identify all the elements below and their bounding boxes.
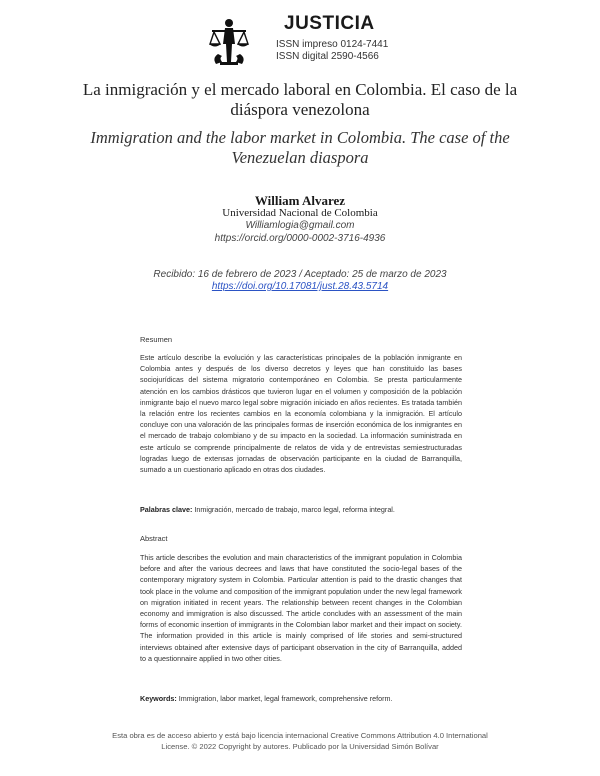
palabras-clave [140, 505, 470, 514]
keywords [140, 694, 470, 703]
abstract-text: This article describes the evolution and main characteristics of the immigrant population in Colombia before and after the various decrees and laws that have constituted the socio-legal bases of the contemporary migratory system in Colombia. Particular attention is paid to the drastic changes that took place in the volume and composition of the immigrant population under the new legal framework on migration initiated in recent years. The relationship between recent changes in the Colombian economy and immigration is also discussed. The article concludes with an assessment of the main forms of economic insertion of immigrants in the Colombian labor market and their impact on society. The information provided in this article is mainly comprised of life stories and semi-structured interviews obtained after extensive days of participant observation in the city of Barranquilla, added to a questionnaire applied in two other cities. [140, 553, 462, 663]
keywords-label: Keywords: [140, 694, 177, 703]
author-email[interactable]: Williamlogia@gmail.com [245, 220, 355, 231]
resumen-text: Este artículo describe la evolución y las características principales de la población inmigrante en Colombia antes y después de los diverso decretos y leyes que han constituido las bases sociojurídicas del sistema migratorio contemporáneo en Colombia. Se presta particularmente atención en los cambios drásticos que tuvieron lugar en el volumen y composición de la población inmigrante bajo el nuevo marco legal sobre migración iniciado en años recientes. Es tratada también la relación entre los recientes cambios en la economía colombiana y la inmigración. El artículo concluye con una valoración de las principales formas de inserción económica de los inmigrantes en el mercado de trabajo colombiano y de su impacto en la sociedad. La información suministrada en este artículo se comprende principalmente de relatos de vida y de entrevistas semiestructuradas logradas luego de extensas jornadas de observación participante en la ciudad de Barranquilla, sumado a un cuestionario aplicado en otras dos ciudades. [140, 353, 462, 475]
journal-name: JUSTICIA [284, 13, 375, 34]
license-footer [60, 730, 540, 752]
doi-line [0, 281, 600, 292]
palabras-clave-values: Inmigración, mercado de trabajo, marco legal, reforma integral. [194, 505, 395, 514]
license-line-1: Esta obra es de acceso abierto y está bajo licencia internacional Creative Commons Attribution 4.0 International [112, 731, 488, 740]
issn-print: ISSN impreso 0124-7441 [276, 39, 389, 50]
keywords-values: Immigration, labor market, legal framework, comprehensive reform. [178, 694, 393, 703]
submission-dates: Recibido: 16 de febrero de 2023 / Aceptado: 25 de marzo de 2023 [153, 269, 447, 280]
palabras-clave-label: Palabras clave: [140, 505, 193, 514]
issn-digital: ISSN digital 2590-4566 [276, 51, 379, 62]
author-name: William Alvarez [254, 193, 346, 208]
author-affiliation: Universidad Nacional de Colombia [222, 207, 378, 219]
doi-link[interactable]: https://doi.org/10.17081/just.28.43.5714 [211, 281, 389, 292]
justice-figure-icon [204, 14, 254, 68]
author-orcid[interactable]: https://orcid.org/0000-0002-3716-4936 [214, 233, 386, 244]
article-title-en: Immigration and the labor market in Colombia. The case of the Venezuelan diaspora [90, 128, 510, 167]
abstract-heading: Abstract [140, 534, 168, 543]
resumen-heading: Resumen [140, 335, 173, 344]
article-title-es: La inmigración y el mercado laboral en Colombia. El caso de la diáspora venezolona [82, 80, 518, 119]
license-line-2: License. © 2022 Copyright by autores. Publicado por la Universidad Simón Bolívar [161, 742, 439, 751]
